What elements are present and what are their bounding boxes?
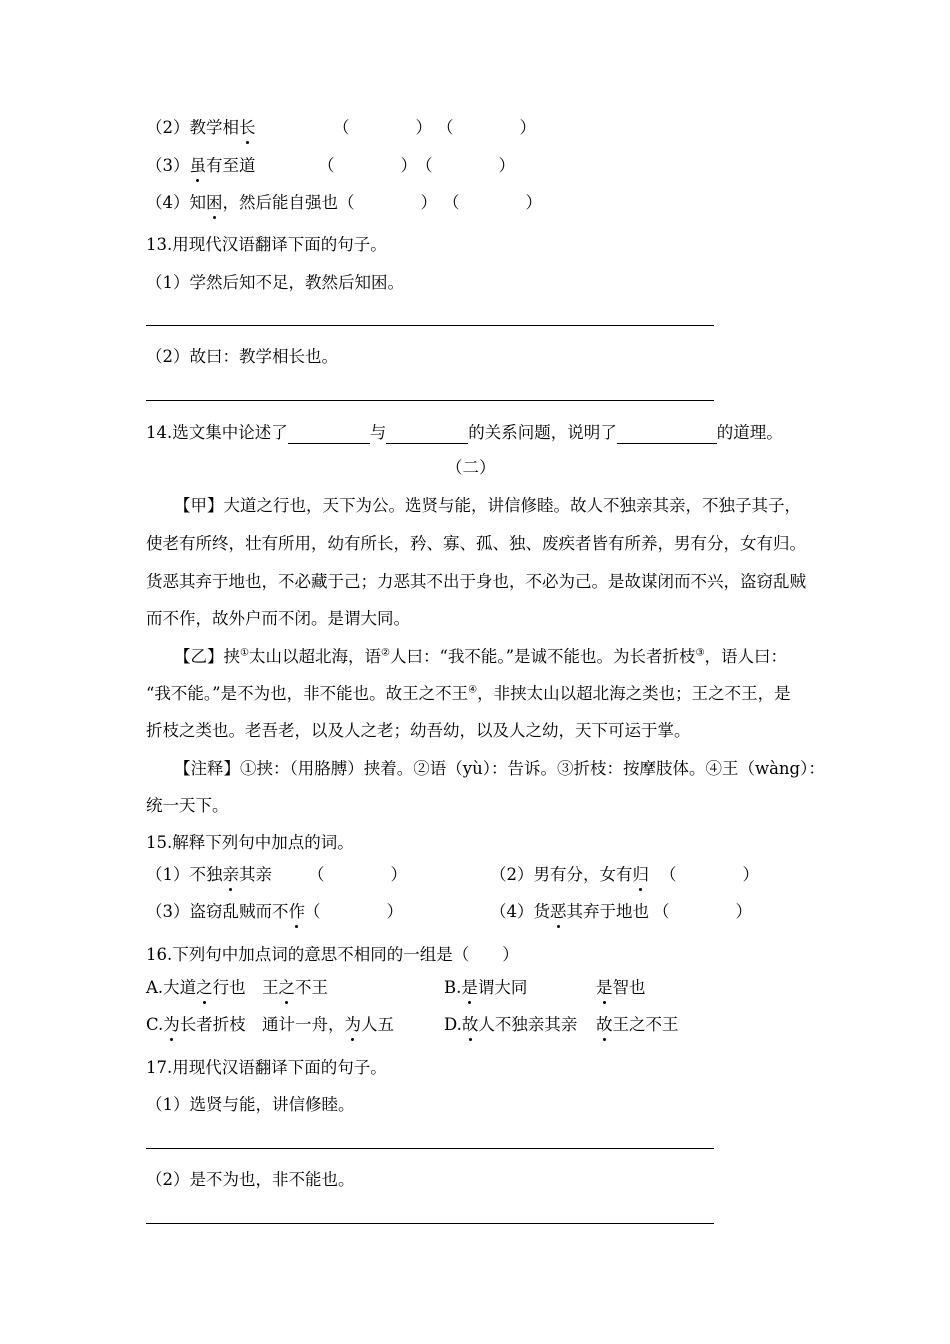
q12-item-3: [146, 155, 256, 177]
passage-yi-text: ，语人曰：: [704, 647, 788, 666]
q14-part-d: 的道理。: [716, 423, 783, 442]
q15-item-1-prefix: （1）不独: [146, 865, 223, 884]
answer-blank[interactable]: [617, 425, 717, 444]
answer-blank[interactable]: [288, 425, 370, 444]
passage-yi-text: “我不能。”是不为也，非不能也。故王之不王: [146, 684, 469, 703]
answer-line[interactable]: [146, 400, 714, 401]
passage-yi-text: 人曰：“我不能。”是诚不能也。为长者折枝: [389, 647, 696, 666]
answer-paren[interactable]: （ ）: [437, 118, 536, 137]
option-a-text: 行也: [212, 978, 246, 997]
answer-paren[interactable]: （ ）: [416, 156, 515, 175]
answer-paren[interactable]: （ ）: [333, 118, 432, 137]
q16-option-d-second: [596, 1014, 679, 1036]
emphasis-char: 故: [596, 1015, 613, 1034]
option-a-text: 王: [262, 978, 279, 997]
q12-item-4-suffix: ，然后能自强也: [222, 193, 338, 212]
q15-item-3-prefix: （3）盗窃乱贼而不: [146, 902, 289, 921]
emphasis-char: 困: [206, 193, 223, 212]
passage-jia-line: 货恶其弃于地也，不必藏于己；力恶其不出于身也，不必为己。是故谋闭而不兴，盗窃乱贼: [146, 572, 806, 591]
q15-item-2-prefix: （2）男有分，女有: [490, 865, 633, 884]
answer-line[interactable]: [146, 325, 714, 326]
q16-option-c[interactable]: [146, 1014, 246, 1036]
answer-paren[interactable]: （ ）: [338, 193, 437, 212]
q12-item-2-text: （2）教学相: [146, 118, 239, 137]
passage-jia-line: 【甲】大道之行也，天下为公。选贤与能，讲信修睦。故人不独亲其亲，不独子其子，: [174, 496, 801, 515]
q15-item-1: [146, 864, 272, 886]
q12-item-3-prefix: （3）: [146, 156, 190, 175]
answer-line[interactable]: [146, 1148, 714, 1149]
emphasis-char: 恶: [550, 902, 567, 921]
passage-jia-line: 使老有所终，壮有所用，幼有所长，矜、寡、孤、独、废疾者皆有所养，男有分，女有归。: [146, 534, 806, 553]
q15-item-4-suffix: 其弃于地也: [566, 902, 649, 921]
answer-paren[interactable]: （ ）: [653, 902, 752, 921]
q12-item-4: [146, 192, 338, 214]
q17-sentence-1: （1）选贤与能，讲信修睦。: [146, 1095, 355, 1114]
q14-part-b: 与: [369, 423, 387, 442]
section-heading: （二）: [446, 458, 496, 477]
q15-title: 15.解释下列句中加点的词。: [146, 833, 354, 852]
q16-option-a-second: [262, 977, 328, 999]
answer-paren[interactable]: （ ）: [443, 193, 542, 212]
q13-title: 13.用现代汉语翻译下面的句子。: [146, 235, 387, 254]
q14-part-c: 的关系问题，说明了: [468, 423, 617, 442]
q15-item-4-prefix: （4）货: [490, 902, 550, 921]
q13-sentence-1: （1）学然后知不足，教然后知困。: [146, 273, 404, 292]
answer-paren[interactable]: （ ）: [660, 865, 759, 884]
emphasis-char: 为: [344, 1015, 361, 1034]
footnote-marker: ④: [468, 684, 478, 696]
emphasis-char: 虽: [189, 156, 206, 175]
q16-option-c-second: [262, 1014, 394, 1036]
q15-item-3: [146, 901, 305, 923]
emphasis-char: 是: [461, 978, 478, 997]
passage-jia-line: 而不作，故外户而不闭。是谓大同。: [146, 609, 410, 628]
passage-yi-text: 太山以超北海，语: [248, 647, 381, 666]
passage-yi-line: 折枝之类也。老吾老，以及人之老；幼吾幼，以及人之幼，天下可运于掌。: [146, 721, 691, 740]
answer-paren[interactable]: （ ）: [318, 156, 417, 175]
option-b-text: 智也: [612, 978, 646, 997]
passage-yi-line: [146, 683, 791, 705]
q16-title: 16.下列句中加点词的意思不相同的一组是（ ）: [146, 945, 519, 964]
notes-line: 【注释】①挟：（用胳膊）挟着。②语（yù）：告诉。③折枝：按摩肢体。④王（wàng）：: [174, 759, 825, 778]
emphasis-char: 为: [163, 1015, 180, 1034]
footnote-marker: ①: [240, 647, 249, 659]
q12-item-3-suffix: 有至道: [206, 156, 256, 175]
emphasis-char: 故: [461, 1015, 479, 1034]
q17-sentence-2: （2）是不为也，非不能也。: [146, 1170, 355, 1189]
option-d-text: 人不独亲其亲: [478, 1015, 578, 1034]
q16-option-b[interactable]: [444, 977, 527, 999]
option-d-text: 王之不王: [612, 1015, 679, 1034]
q16-option-d[interactable]: [444, 1014, 577, 1036]
option-a-text: 不王: [295, 978, 328, 997]
emphasis-char: 亲: [222, 865, 239, 884]
q12-item-4-prefix: （4）知: [146, 193, 206, 212]
q15-item-1-suffix: 其亲: [239, 865, 272, 884]
answer-line[interactable]: [146, 1223, 714, 1224]
q16-option-b-second: [596, 977, 646, 999]
emphasis-char: 作: [288, 902, 305, 921]
q17-title: 17.用现代汉语翻译下面的句子。: [146, 1058, 387, 1077]
footnote-marker: ③: [695, 647, 705, 659]
answer-blank[interactable]: [386, 425, 468, 444]
answer-paren[interactable]: （ ）: [304, 902, 403, 921]
q14-part-a: 14.选文集中论述了: [146, 423, 288, 442]
passage-yi-line: [174, 646, 787, 668]
notes-line: 统一天下。: [146, 796, 229, 815]
q14-text: [146, 422, 783, 444]
option-c-text: C.: [146, 1015, 164, 1034]
option-c-text: 人五: [361, 1015, 394, 1034]
q16-option-a[interactable]: [146, 977, 246, 999]
passage-yi-text: ，非挟太山以超北海之类也；王之不王，是: [477, 684, 791, 703]
emphasis-char: 之: [196, 978, 213, 997]
option-c-text: 长者折枝: [179, 1015, 246, 1034]
answer-paren[interactable]: （ ）: [308, 865, 407, 884]
option-d-text: D.: [444, 1015, 462, 1034]
emphasis-char: 归: [632, 865, 649, 884]
q15-item-2: [490, 864, 649, 886]
q12-item-2: [146, 117, 256, 139]
emphasis-char: 之: [278, 978, 295, 997]
option-b-text: 谓大同: [477, 978, 528, 997]
emphasis-char: 长: [239, 118, 256, 137]
footnote-marker: ②: [380, 647, 390, 659]
passage-yi-text: 【乙】挟: [174, 647, 240, 666]
q13-sentence-2: （2）故曰：教学相长也。: [146, 347, 338, 366]
q15-item-4: [490, 901, 649, 923]
option-b-text: B.: [444, 978, 462, 997]
option-a-text: A.大道: [146, 978, 197, 997]
emphasis-char: 是: [596, 978, 613, 997]
option-c-text: 通计一舟，: [262, 1015, 345, 1034]
